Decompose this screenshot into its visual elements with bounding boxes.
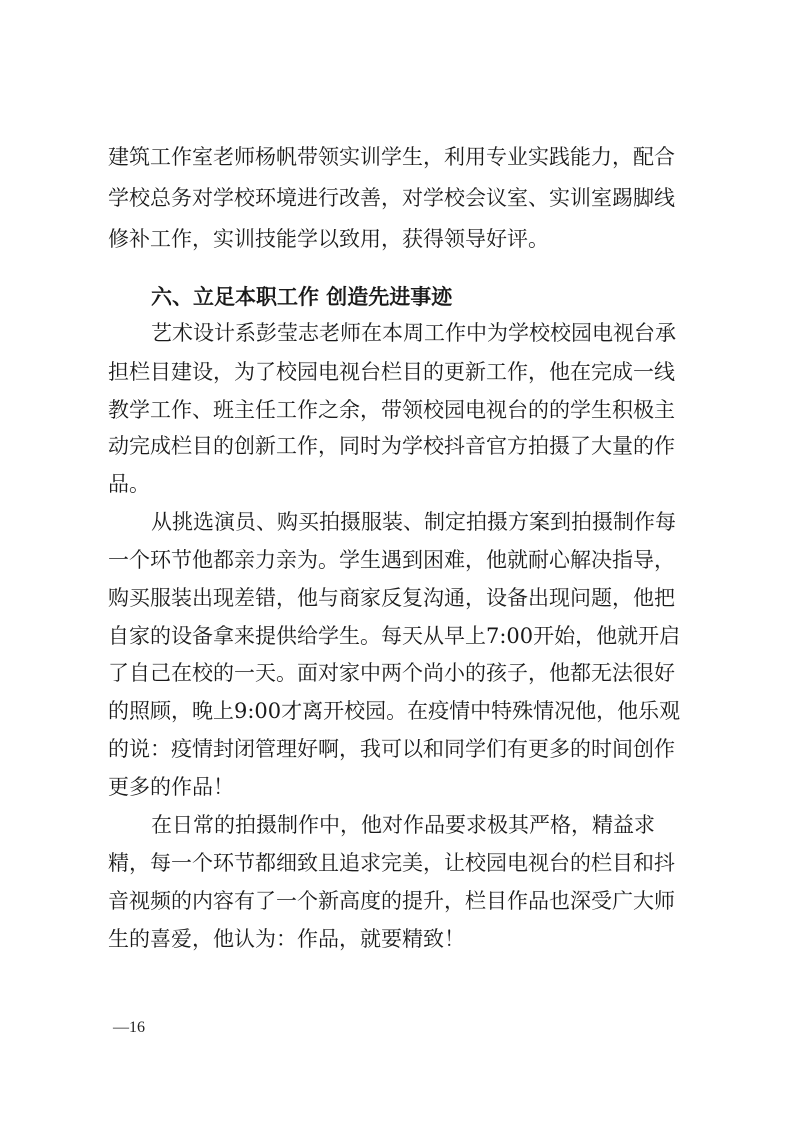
paragraph-line: 动完成栏目的创新工作，同时为学校抖音官方拍摄了大量的作 <box>108 434 675 458</box>
paragraph-line: 建筑工作室老师杨帆带领实训学生，利用专业实践能力，配合 <box>108 145 675 169</box>
paragraph-line: 学校总务对学校环境进行改善，对学校会议室、实训室踢脚线 <box>108 186 675 210</box>
paragraph-line: 音视频的内容有了一个新高度的提升，栏目作品也深受广大师 <box>108 889 675 913</box>
paragraph-line: 的说：疫情封闭管理好啊，我可以和同学们有更多的时间创作 <box>108 737 675 761</box>
paragraph-line: 的照顾，晚上9:00才离开校园。在疫情中特殊情况他，他乐观 <box>108 699 681 723</box>
paragraph-line: 修补工作，实训技能学以致用，获得领导好评。 <box>108 227 549 251</box>
paragraph-line: 生的喜爱，他认为：作品，就要精致！ <box>108 927 465 951</box>
paragraph-line: 更多的作品！ <box>108 775 234 799</box>
paragraph-line: 精，每一个环节都细致且追求完美，让校园电视台的栏目和抖 <box>108 851 675 875</box>
paragraph-line: 一个环节他都亲力亲为。学生遇到困难，他就耐心解决指导， <box>108 548 675 572</box>
paragraph-line: 艺术设计系彭莹志老师在本周工作中为学校校园电视台承 <box>151 321 676 345</box>
paragraph-line: 教学工作、班主任工作之余，带领校园电视台的的学生积极主 <box>108 398 675 422</box>
paragraph-line: 品。 <box>108 472 150 496</box>
page-number: —16 <box>113 1019 145 1036</box>
paragraph-line: 在日常的拍摄制作中，他对作品要求极其严格，精益求 <box>151 813 655 837</box>
section-heading: 六、立足本职工作 创造先进事迹 <box>151 285 453 309</box>
paragraph-line: 自家的设备拿来提供给学生。每天从早上7:00开始，他就开启 <box>108 624 681 648</box>
paragraph-line: 从挑选演员、购买拍摄服装、制定拍摄方案到拍摄制作每 <box>151 510 676 534</box>
paragraph-line: 担栏目建设，为了校园电视台栏目的更新工作，他在完成一线 <box>108 360 675 384</box>
paragraph-line: 了自己在校的一天。面对家中两个尚小的孩子，他都无法很好 <box>108 661 675 685</box>
paragraph-line: 购买服装出现差错，他与商家反复沟通，设备出现问题，他把 <box>108 586 675 610</box>
